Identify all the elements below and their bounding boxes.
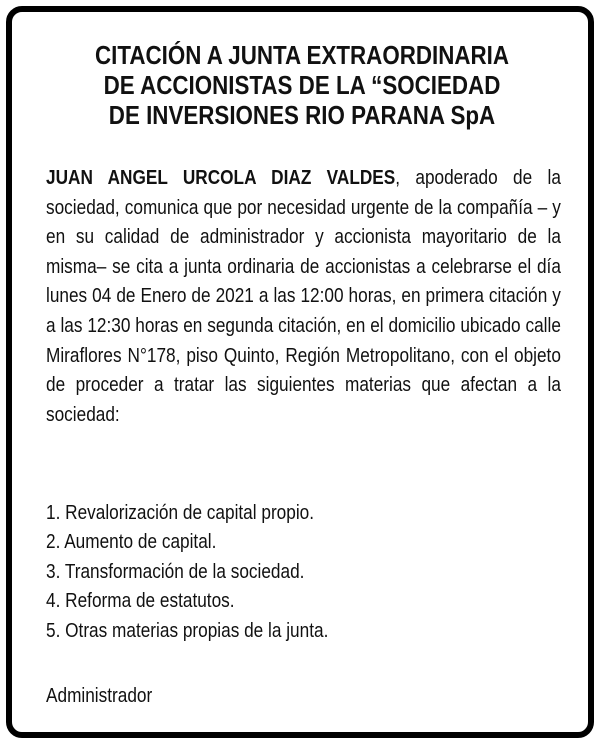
representative-name: JUAN ANGEL URCOLA DIAZ VALDES xyxy=(46,166,396,189)
agenda-item: 4. Reforma de estatutos. xyxy=(46,589,235,613)
agenda-item: 2. Aumento de capital. xyxy=(46,530,217,554)
agenda-item: 1. Revalorización de capital propio. xyxy=(46,501,315,524)
notice-title: CITACIÓN A JUNTA EXTRAORDINARIA DE ACCIONISTAS DE LA “SOCIEDAD DE INVERSIONES RIO PARANA SpA xyxy=(94,40,510,130)
legal-notice-frame xyxy=(6,6,594,738)
agenda-list xyxy=(46,498,328,645)
signature-line: Administrador xyxy=(46,684,153,707)
notice-body xyxy=(46,163,561,429)
notice-body-text: , apoderado de la sociedad, comunica que por necesidad urgente de la compañía – y en su calidad de administrador y accionista mayoritario de la misma– se cita a junta ordinaria de accionistas a celebrarse el día lunes 04 de Enero de 2021 a las 12:00 horas, en primera citación y a las 12:30 horas en segunda citación, en el domicilio ubicado calle Miraflores N°178, piso Quinto, Región Metropolitano, con el objeto de proceder a tratar las siguientes materias que afectan a la sociedad: xyxy=(46,166,561,426)
agenda-item: 3. Transformación de la sociedad. xyxy=(46,559,305,583)
agenda-item: 5. Otras materias propias de la junta. xyxy=(46,618,329,642)
